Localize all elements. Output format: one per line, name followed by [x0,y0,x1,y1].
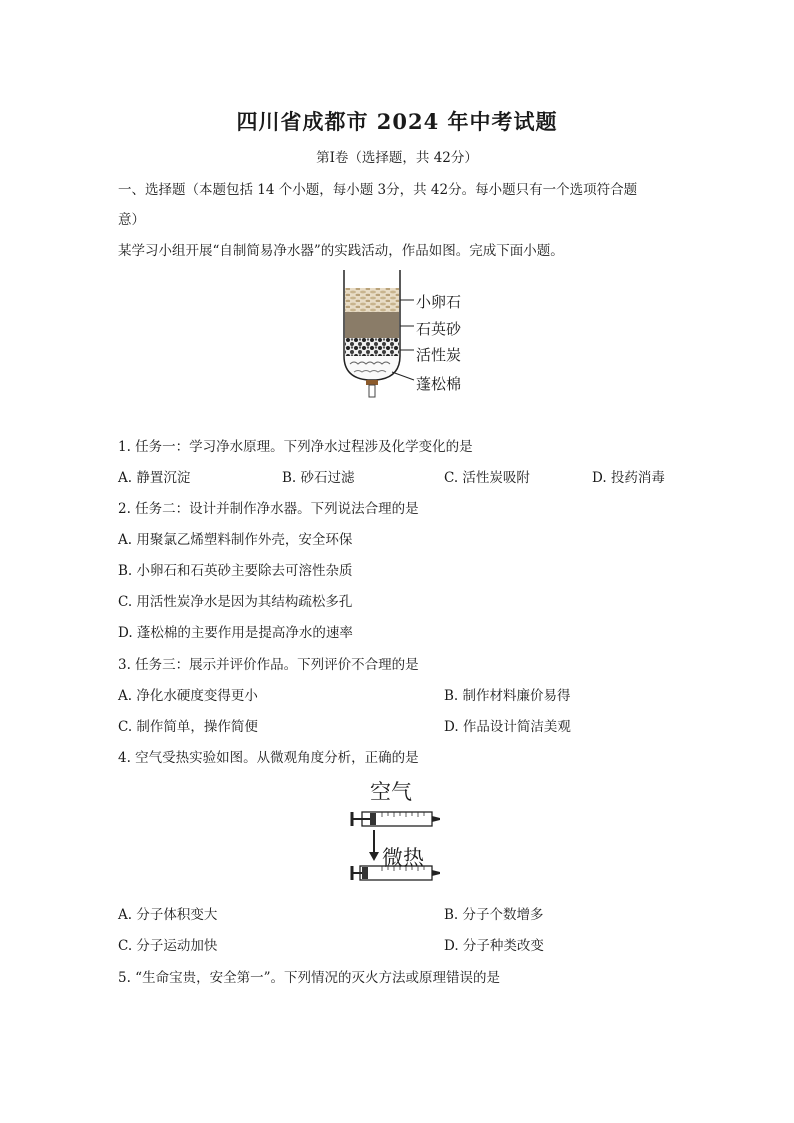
question-4-option-b: B. 分子个数增多 [444,907,544,923]
question-5-stem: 5. “生命宝贵，安全第一”。下列情况的灭火方法或原理错误的是 [118,970,500,986]
pebble-layer [345,288,399,312]
syringe-label-heat: 微热 [382,846,424,870]
question-2-stem: 2. 任务二：设计并制作净水器。下列说法合理的是 [118,501,419,517]
outlet-cap [366,380,378,385]
syringe-before [352,812,440,826]
question-1-option-d: D. 投药消毒 [592,470,665,486]
question-4-option-d: D. 分子种类改变 [444,938,544,954]
outlet-tube [369,385,375,397]
syringe-figure [348,804,444,888]
question-1-option-a: A. 静置沉淀 [118,470,191,486]
question-2-option-b: B. 小卵石和石英砂主要除去可溶性杂质 [118,563,353,579]
syringe-label-air: 空气 [370,780,412,804]
question-3-option-b: B. 制作材料廉价易得 [444,688,571,704]
question-2-option-c: C. 用活性炭净水是因为其结构疏松多孔 [118,594,353,610]
question-3-option-c: C. 制作简单，操作简便 [118,719,258,735]
filter-label-pebbles: 小卵石 [416,293,462,311]
syringe-after [352,866,440,880]
question-4-option-c: C. 分子运动加快 [118,938,218,954]
section-heading-line1: 一、选择题（本题包括 14 个小题，每小题 3分，共 42分。每小题只有一个选项符合题 [118,182,638,198]
leader-line-4 [392,372,414,380]
question-2-option-d: D. 蓬松棉的主要作用是提高净水的速率 [118,625,353,641]
filter-label-cotton: 蓬松棉 [416,375,462,393]
question-1-option-c: C. 活性炭吸附 [444,470,530,486]
context-paragraph: 某学习小组开展“自制简易净水器”的实践活动，作品如图。完成下面小题。 [118,243,564,259]
question-3-option-a: A. 净化水硬度变得更小 [118,688,258,704]
question-4-stem: 4. 空气受热实验如图。从微观角度分析，正确的是 [118,750,419,766]
question-1-stem: 1. 任务一：学习净水原理。下列净水过程涉及化学变化的是 [118,439,473,455]
question-3-stem: 3. 任务三：展示并评价作品。下列评价不合理的是 [118,657,419,673]
question-3-option-d: D. 作品设计简洁美观 [444,719,571,735]
question-1-option-b: B. 砂石过滤 [282,470,355,486]
arrow-head-icon [369,852,379,861]
page-title: 四川省成都市 2024 年中考试题 [236,109,558,134]
question-4-option-a: A. 分子体积变大 [118,907,218,923]
part-subtitle: 第Ⅰ卷（选择题，共 42分） [316,150,478,166]
filter-bottom [344,356,400,380]
filter-label-quartz-sand: 石英砂 [416,320,462,338]
quartz-sand-layer [345,312,399,338]
section-heading-line2: 意） [118,212,145,228]
filter-label-activated-carbon: 活性炭 [416,346,462,364]
question-2-option-a: A. 用聚氯乙烯塑料制作外壳，安全环保 [118,532,353,548]
